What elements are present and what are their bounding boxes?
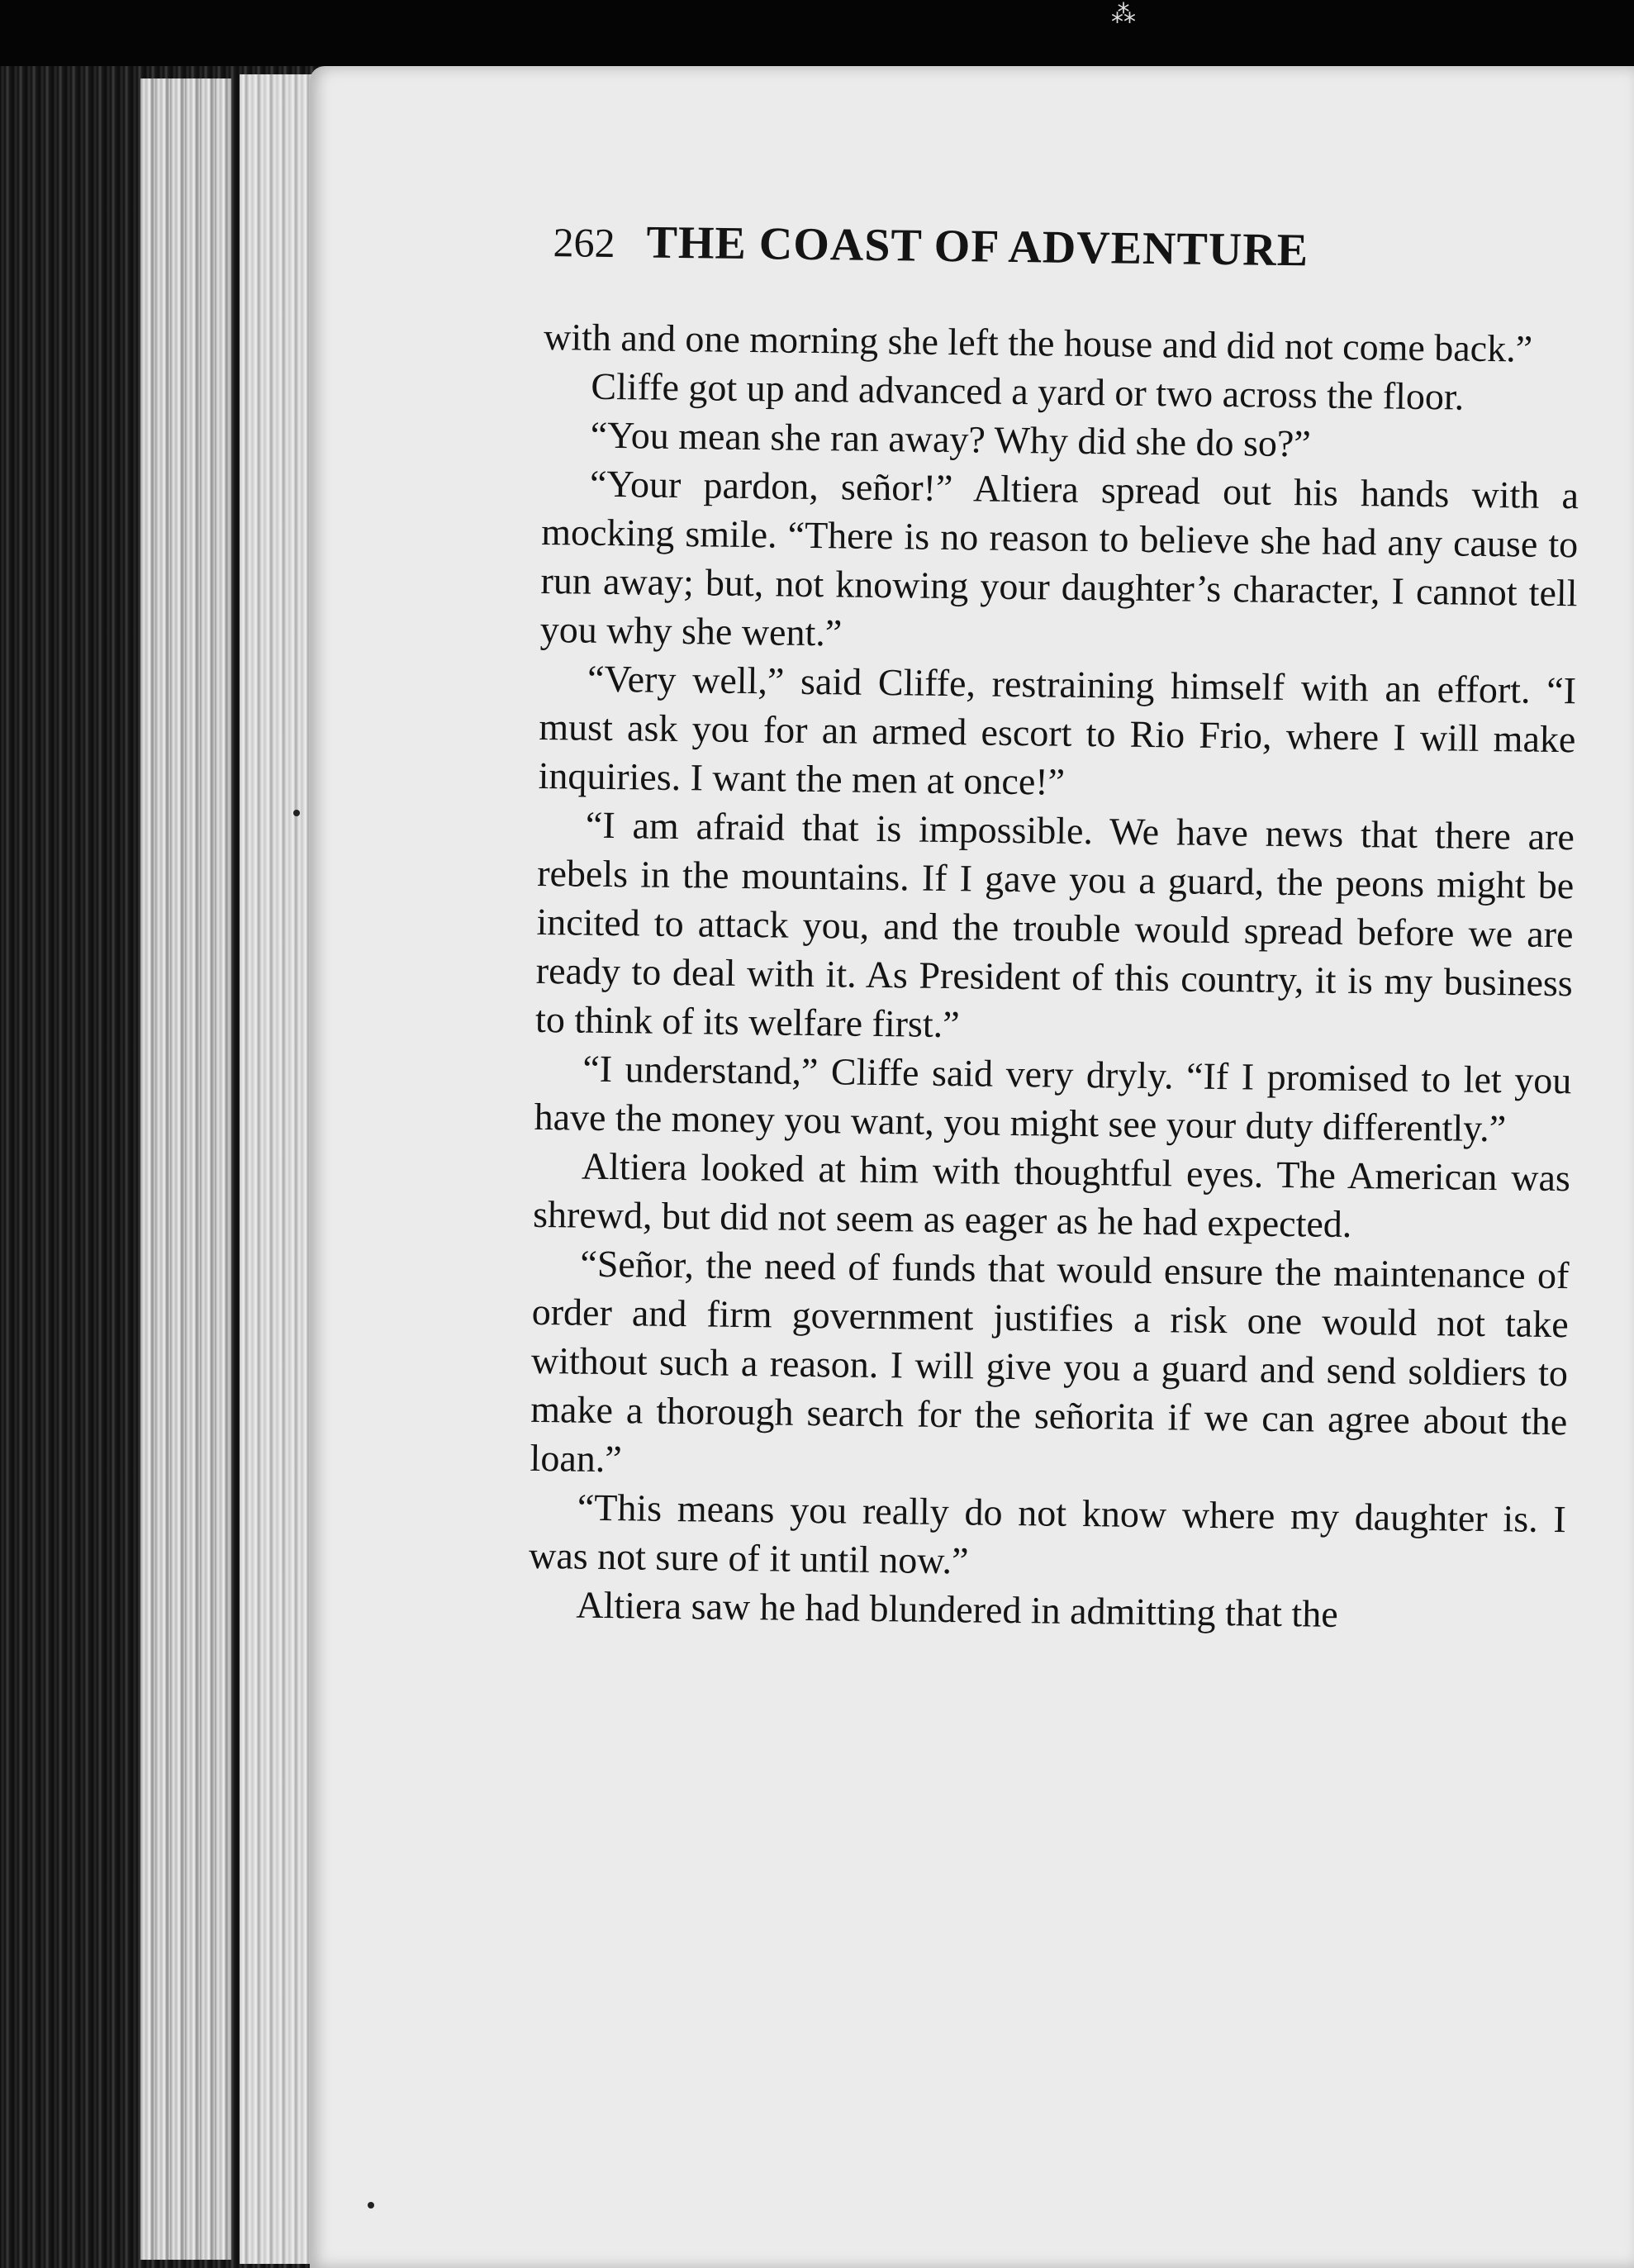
paragraph: “Your pardon, señor!” Altiera spread out his hands with a mocking smile. “There is no reason to believe she had any cause to run away; but, not knowing your daughter’s character, I cannot tell you why she went.” xyxy=(539,462,1579,654)
book-page-edges-highlight xyxy=(140,78,231,2260)
paragraph: Altiera looked at him with thoughtful eyes. The American was shrewd, but did not seem as eager as he had expected. xyxy=(532,1144,1571,1246)
paragraph: “You mean she ran away? Why did she do so?” xyxy=(590,413,1312,465)
paragraph: Cliffe got up and advanced a yard or two across the floor. xyxy=(591,364,1465,418)
scan-smudge-mark: ⁂ xyxy=(1111,0,1136,29)
book-page xyxy=(310,66,1634,2268)
page-content xyxy=(528,215,1582,1641)
scan-speck xyxy=(368,2202,374,2209)
running-head-title: THE COAST OF ADVENTURE xyxy=(646,216,1309,277)
paragraph: “I am afraid that is impossible. We have news that there are rebels in the mountains. If I gave you a guard, the peons might be incited to attack you, and the trouble would spread before we are ready to deal with it. As President of this country, it is my business to think of its welfare first.” xyxy=(534,803,1575,1046)
page-number: 262 xyxy=(553,219,615,267)
paragraph: Altiera saw he had blundered in admitting that the xyxy=(576,1583,1338,1635)
book-page-edges-inner xyxy=(240,74,314,2264)
paragraph: “I understand,” Cliffe said very dryly. “If I promised to let you have the money you want, you might see your duty differently.” xyxy=(534,1047,1572,1150)
paragraph: “This means you really do not know where my daughter is. I was not sure of it until now.” xyxy=(528,1486,1567,1582)
paragraph: with and one morning she left the house and did not come back.” xyxy=(543,315,1533,370)
paragraph: “Very well,” said Cliffe, restraining himself with an effort. “I must ask you for an armed escort to Rio Frio, where I will make inquiries. I want the men at once!” xyxy=(538,657,1577,803)
scan-speck xyxy=(293,810,300,816)
body-text xyxy=(528,312,1580,1641)
paragraph: “Señor, the need of funds that would ensure the maintenance of order and firm government justifies a risk one would not take without such a reason. I will give you a guard and send soldiers to make a thorough search for the señorita if we can agree about the loan.” xyxy=(530,1242,1570,1481)
running-head xyxy=(553,215,1582,310)
